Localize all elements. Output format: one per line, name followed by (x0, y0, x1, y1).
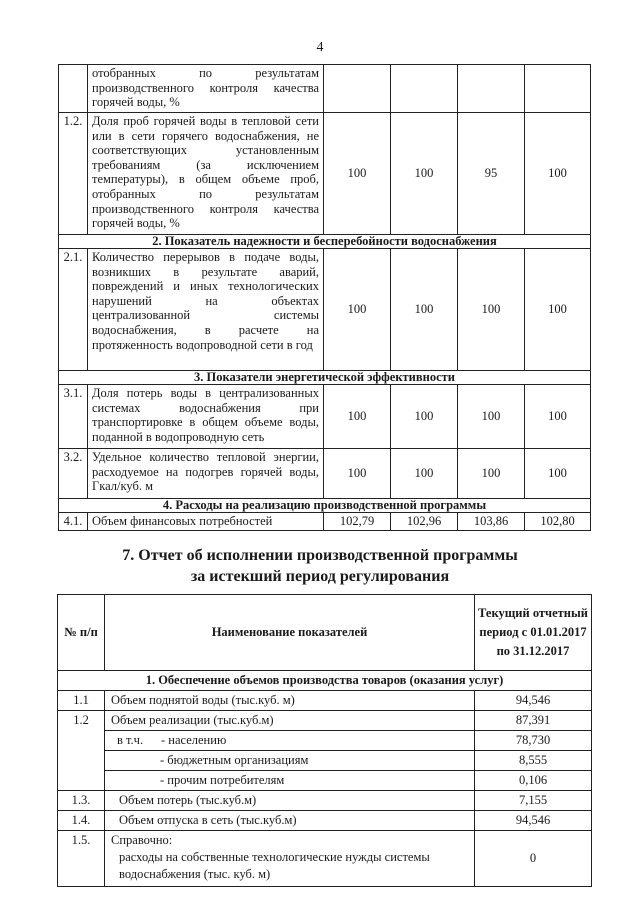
row-number: 1.4. (58, 811, 105, 831)
indicator-value (525, 65, 591, 113)
indicator-value: 100 (391, 385, 458, 449)
table-row (59, 249, 591, 371)
row-number: 1.1 (58, 691, 105, 711)
indicator-name: расходы на собственные технологические нужды системы водоснабжения (тыс. куб. м) (119, 850, 430, 881)
table-row (58, 751, 592, 771)
indicator-prefix: в т.ч. (117, 733, 144, 747)
indicator-name: Количество перерывов в подаче воды, возникших в результате аварий, повреждений и иных технологических нарушений на объектах централизованной системы водоснабжения, в расчете на протяженность водопроводной сети в год (88, 249, 324, 371)
column-header-number: № п/п (58, 595, 105, 671)
indicator-value: 100 (525, 113, 591, 235)
section-heading: 2. Показатель надежности и бесперебойности водоснабжения (59, 235, 591, 249)
indicator-name: Объем отпуска в сеть (тыс.куб.м) (105, 811, 475, 831)
indicator-value: 100 (458, 449, 525, 499)
row-number (59, 65, 88, 113)
table-row (58, 791, 592, 811)
indicator-name: Объем реализации (тыс.куб.м) (105, 711, 475, 731)
indicator-value: 94,546 (475, 691, 592, 711)
report-table (57, 594, 592, 887)
report-title-line2: за истекший период регулирования (190, 568, 450, 585)
indicator-value: 100 (391, 113, 458, 235)
report-title-line1: 7. Отчет об исполнении производственной программы (122, 547, 518, 564)
table-row (58, 691, 592, 711)
indicator-name: Доля проб горячей воды в тепловой сети или в сети горячего водоснабжения, не соответствующих установленным требованиям (за исключением температуры), в общем объеме проб, отобранных по результатам производственного контроля качества горячей воды, % (88, 113, 324, 235)
section-heading: 4. Расходы на реализацию производственной программы (59, 499, 591, 513)
table-row (59, 449, 591, 499)
reference-label: Справочно: (111, 833, 173, 847)
indicator-value: 7,155 (475, 791, 592, 811)
row-number: 1.2 (58, 711, 105, 791)
indicator-value: 100 (458, 385, 525, 449)
indicator-value: 100 (458, 249, 525, 371)
indicator-name-cell (105, 731, 475, 751)
indicator-value: 0,106 (475, 771, 592, 791)
indicator-name: Объем финансовых потребностей (88, 513, 324, 531)
indicator-value: 100 (391, 449, 458, 499)
indicator-name-cell (105, 831, 475, 887)
indicators-table (58, 64, 591, 531)
section-heading: 1. Обеспечение объемов производства товаров (оказания услуг) (58, 671, 592, 691)
indicator-name: - бюджетным организациям (105, 751, 475, 771)
table-row (58, 811, 592, 831)
table-row (58, 771, 592, 791)
table-row (59, 385, 591, 449)
indicator-name: Доля потерь воды в централизованных системах водоснабжения при транспортировке в общем объеме воды, поданной в водопроводную сеть (88, 385, 324, 449)
section-row (59, 371, 591, 385)
indicator-name: отобранных по результатам производственного контроля качества горячей воды, % (88, 65, 324, 113)
section-row (58, 671, 592, 691)
indicator-value: 100 (525, 449, 591, 499)
table-row (59, 65, 591, 113)
indicator-value: 102,80 (525, 513, 591, 531)
row-number: 1.5. (58, 831, 105, 887)
section-row (59, 499, 591, 513)
indicator-value: 78,730 (475, 731, 592, 751)
table-row (58, 831, 592, 887)
table-row (58, 731, 592, 751)
indicator-value: 8,555 (475, 751, 592, 771)
row-number: 3.1. (59, 385, 88, 449)
indicator-value (324, 65, 391, 113)
indicator-value (458, 65, 525, 113)
indicator-value: 100 (324, 249, 391, 371)
indicator-name: - прочим потребителям (105, 771, 475, 791)
row-number: 2.1. (59, 249, 88, 371)
indicator-value: 102,79 (324, 513, 391, 531)
indicator-name: Удельное количество тепловой энергии, расходуемое на подогрев горячей воды, Гкал/куб. м (88, 449, 324, 499)
indicator-value: 100 (525, 385, 591, 449)
indicator-value: 100 (324, 113, 391, 235)
indicator-name: Объем поднятой воды (тыс.куб. м) (105, 691, 475, 711)
section-heading: 3. Показатели энергетической эффективности (59, 371, 591, 385)
indicator-value (391, 65, 458, 113)
column-header-period: Текущий отчетный период с 01.01.2017 по 31.12.2017 (475, 595, 592, 671)
indicator-value: 100 (324, 449, 391, 499)
indicator-value: 95 (458, 113, 525, 235)
row-number: 1.3. (58, 791, 105, 811)
indicator-value: 102,96 (391, 513, 458, 531)
section-row (59, 235, 591, 249)
indicator-value: 94,546 (475, 811, 592, 831)
indicator-value: 0 (475, 831, 592, 887)
table-row (59, 513, 591, 531)
indicator-value: 100 (525, 249, 591, 371)
indicator-value: 100 (391, 249, 458, 371)
indicator-value: 103,86 (458, 513, 525, 531)
table-row (58, 711, 592, 731)
row-number: 3.2. (59, 449, 88, 499)
table-row (59, 113, 591, 235)
page-number: 4 (316, 40, 324, 55)
header-row (58, 595, 592, 671)
row-number: 4.1. (59, 513, 88, 531)
indicator-value: 87,391 (475, 711, 592, 731)
row-number: 1.2. (59, 113, 88, 235)
indicator-name: - населению (161, 733, 227, 747)
indicator-value: 100 (324, 385, 391, 449)
indicator-name: Объем потерь (тыс.куб.м) (105, 791, 475, 811)
column-header-name: Наименование показателей (105, 595, 475, 671)
